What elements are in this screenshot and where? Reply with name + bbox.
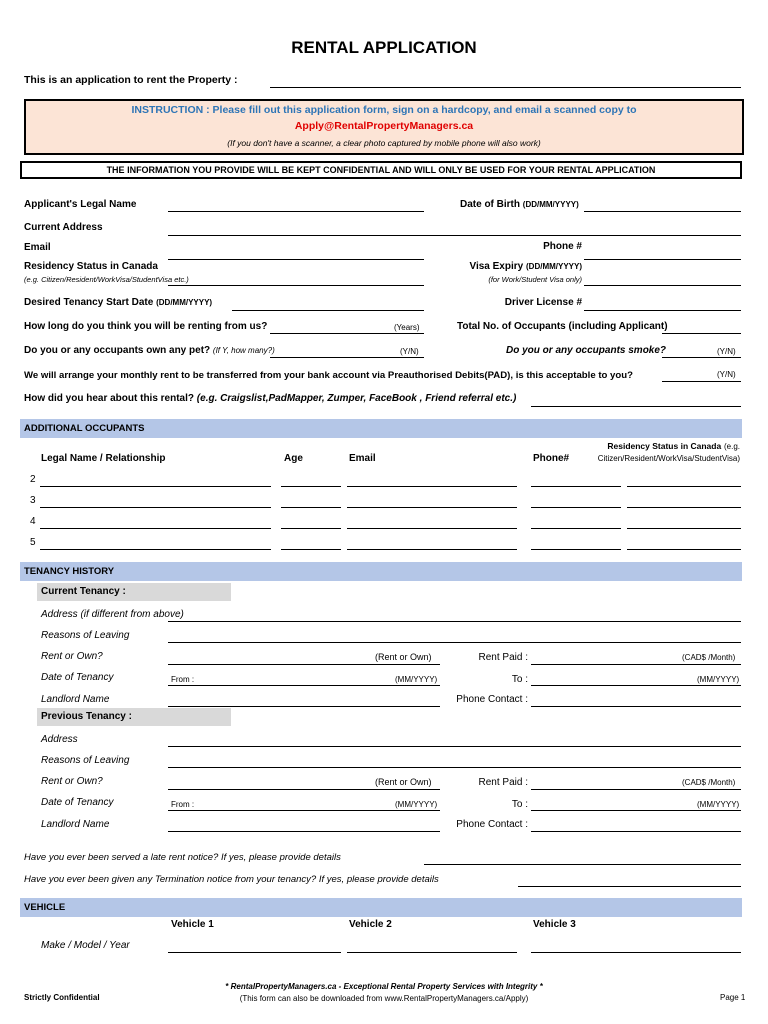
- late-notice-input[interactable]: [424, 864, 741, 865]
- current-phone-contact-input[interactable]: [531, 706, 741, 707]
- previous-phone-contact-input[interactable]: [531, 831, 741, 832]
- vehicle-2-input[interactable]: [347, 952, 517, 953]
- start-date-label: Desired Tenancy Start Date (DD/MM/YYYY): [24, 297, 213, 308]
- previous-tenancy-label: Previous Tenancy :: [41, 711, 132, 722]
- occupant-phone-input[interactable]: [531, 549, 621, 550]
- occupant-residency-input[interactable]: [627, 486, 741, 487]
- previous-address-label: Address: [41, 734, 78, 745]
- current-rent-paid-input[interactable]: [531, 664, 741, 665]
- phone-label: Phone #: [543, 241, 582, 252]
- previous-from-label: From :: [171, 800, 195, 809]
- previous-rent-own-hint: (Rent or Own): [375, 777, 432, 787]
- pet-yn: (Y/N): [400, 347, 419, 356]
- smoke-label: Do you or any occupants smoke?: [506, 345, 667, 356]
- instruction-text: INSTRUCTION : Please fill out this application form, sign on a hardcopy, and email a scanned copy to: [131, 104, 637, 116]
- occupant-name-input[interactable]: [40, 549, 271, 550]
- previous-phone-contact-label: Phone Contact :: [456, 819, 528, 830]
- current-reasons-label: Reasons of Leaving: [41, 630, 130, 641]
- occupant-residency-input[interactable]: [627, 507, 741, 508]
- how-long-unit: (Years): [394, 323, 420, 332]
- current-landlord-label: Landlord Name: [41, 694, 110, 705]
- dob-label: Date of Birth (DD/MM/YYYY): [460, 199, 579, 210]
- occupant-email-input[interactable]: [347, 486, 517, 487]
- previous-from-fmt: (MM/YYYY): [395, 800, 438, 809]
- current-rent-paid-label: Rent Paid :: [478, 652, 528, 663]
- instruction-email[interactable]: Apply@RentalPropertyManagers.ca: [294, 120, 474, 132]
- occupant-email-input[interactable]: [347, 507, 517, 508]
- hear-label: How did you hear about this rental? (e.g. Craigslist,PadMapper, Zumper, FaceBook , Friend referral etc.): [24, 393, 517, 404]
- footer-tagline: * RentalPropertyManagers.ca - Exceptional Rental Property Services with Integrity *: [225, 982, 543, 991]
- current-to-label: To :: [511, 674, 528, 685]
- vehicle-3-label: Vehicle 3: [533, 919, 576, 930]
- visa-label: Visa Expiry (DD/MM/YYYY): [469, 261, 582, 272]
- address-input[interactable]: [168, 235, 741, 236]
- previous-rent-own-input[interactable]: [168, 789, 440, 790]
- current-rent-own-label: Rent or Own?: [41, 651, 103, 662]
- row-number: 5: [30, 537, 36, 548]
- occupant-phone-input[interactable]: [531, 528, 621, 529]
- termination-input[interactable]: [518, 886, 741, 887]
- driver-input[interactable]: [584, 310, 741, 311]
- occupant-age-input[interactable]: [281, 507, 341, 508]
- hear-input[interactable]: [531, 406, 741, 407]
- how-long-label: How long do you think you will be renting from us?: [24, 321, 268, 332]
- make-model-label: Make / Model / Year: [41, 940, 130, 951]
- property-input[interactable]: [270, 87, 741, 88]
- instruction-box: [24, 99, 744, 155]
- footer-page: Page 1: [720, 993, 746, 1002]
- email-input[interactable]: [168, 259, 424, 260]
- current-from-fmt: (MM/YYYY): [395, 675, 438, 684]
- tenancy-history-header: TENANCY HISTORY: [20, 562, 742, 581]
- legal-name-label: Applicant's Legal Name: [24, 199, 137, 210]
- previous-to-label: To :: [511, 799, 528, 810]
- vehicle-3-input[interactable]: [531, 952, 741, 953]
- occupant-name-input[interactable]: [40, 507, 271, 508]
- previous-landlord-input[interactable]: [168, 831, 440, 832]
- occupants-input[interactable]: [662, 333, 741, 334]
- property-label: This is an application to rent the Property :: [24, 74, 238, 86]
- occupant-age-input[interactable]: [281, 549, 341, 550]
- email-label: Email: [24, 242, 51, 253]
- current-rent-own-input[interactable]: [168, 664, 440, 665]
- previous-landlord-label: Landlord Name: [41, 819, 110, 830]
- residency-hint: (e.g. Citizen/Resident/WorkVisa/StudentVisa etc.): [24, 275, 189, 284]
- driver-label: Driver License #: [504, 297, 582, 308]
- previous-date-label: Date of Tenancy: [41, 797, 114, 808]
- smoke-input[interactable]: [662, 357, 741, 358]
- confidential-banner: THE INFORMATION YOU PROVIDE WILL BE KEPT CONFIDENTIAL AND WILL ONLY BE USED FOR YOUR RENTAL APPLICATION: [20, 161, 742, 179]
- occupant-phone-input[interactable]: [531, 507, 621, 508]
- previous-to-fmt: (MM/YYYY): [697, 800, 740, 809]
- instruction-note: (If you don't have a scanner, a clear photo captured by mobile phone will also work): [227, 138, 541, 148]
- address-diff-label: Address (if different from above): [41, 609, 184, 620]
- col-residency: Residency Status in Canada (e.g.: [607, 441, 740, 451]
- pad-label: We will arrange your monthly rent to be transferred from your bank account via Preauthorised Debits(PAD), is this acceptable to you?: [24, 370, 633, 381]
- previous-from-input[interactable]: [168, 810, 440, 811]
- row-number: 2: [30, 474, 36, 485]
- previous-address-input[interactable]: [168, 746, 741, 747]
- occupant-age-input[interactable]: [281, 528, 341, 529]
- previous-rent-unit: (CAD$ /Month): [682, 778, 736, 787]
- current-to-input[interactable]: [531, 685, 741, 686]
- vehicle-2-label: Vehicle 2: [349, 919, 392, 930]
- previous-rent-paid-label: Rent Paid :: [478, 777, 528, 788]
- visa-hint: (for Work/Student Visa only): [488, 275, 582, 284]
- col-phone: Phone#: [533, 453, 570, 464]
- current-tenancy-label: Current Tenancy :: [41, 586, 126, 597]
- vehicle-1-input[interactable]: [168, 952, 341, 953]
- col-email: Email: [349, 453, 376, 464]
- previous-rent-paid-input[interactable]: [531, 789, 741, 790]
- previous-reasons-label: Reasons of Leaving: [41, 755, 130, 766]
- late-notice-label: Have you ever been served a late rent notice? If yes, please provide details: [24, 852, 341, 863]
- current-date-label: Date of Tenancy: [41, 672, 114, 683]
- legal-name-input[interactable]: [168, 211, 424, 212]
- vehicle-1-label: Vehicle 1: [171, 919, 214, 930]
- current-tenancy-header: [37, 583, 231, 601]
- occupant-phone-input[interactable]: [531, 486, 621, 487]
- smoke-yn: (Y/N): [717, 347, 736, 356]
- current-address-input[interactable]: [168, 621, 741, 622]
- occupant-email-input[interactable]: [347, 549, 517, 550]
- pet-input[interactable]: [270, 357, 424, 358]
- occupant-age-input[interactable]: [281, 486, 341, 487]
- occupant-email-input[interactable]: [347, 528, 517, 529]
- occupants-label: Total No. of Occupants (including Applicant): [457, 321, 668, 332]
- previous-to-input[interactable]: [531, 810, 741, 811]
- page-title: RENTAL APPLICATION: [291, 38, 477, 57]
- current-rent-unit: (CAD$ /Month): [682, 653, 736, 662]
- col-residency-hint: Citizen/Resident/WorkVisa/StudentVisa): [597, 454, 740, 463]
- current-landlord-input[interactable]: [168, 706, 440, 707]
- occupant-name-input[interactable]: [40, 528, 271, 529]
- dob-input[interactable]: [584, 211, 741, 212]
- col-age: Age: [284, 453, 303, 464]
- residency-input[interactable]: [168, 285, 424, 286]
- occupant-name-input[interactable]: [40, 486, 271, 487]
- residency-label: Residency Status in Canada: [24, 261, 158, 272]
- start-date-input[interactable]: [232, 310, 424, 311]
- current-reasons-input[interactable]: [168, 642, 741, 643]
- phone-input[interactable]: [584, 259, 741, 260]
- occupant-residency-input[interactable]: [627, 549, 741, 550]
- current-rent-own-hint: (Rent or Own): [375, 652, 432, 662]
- col-name: Legal Name / Relationship: [41, 453, 166, 464]
- visa-input[interactable]: [584, 285, 741, 286]
- pad-yn: (Y/N): [717, 370, 736, 379]
- row-number: 3: [30, 495, 36, 506]
- previous-rent-own-label: Rent or Own?: [41, 776, 103, 787]
- vehicle-header: VEHICLE: [20, 898, 742, 917]
- current-to-fmt: (MM/YYYY): [697, 675, 740, 684]
- additional-occupants-header: ADDITIONAL OCCUPANTS: [20, 419, 742, 438]
- current-phone-contact-label: Phone Contact :: [456, 694, 528, 705]
- footer-confidential: Strictly Confidential: [24, 993, 100, 1002]
- previous-tenancy-header: [37, 708, 231, 726]
- previous-reasons-input[interactable]: [168, 767, 741, 768]
- termination-label: Have you ever been given any Termination notice from your tenancy? If yes, please provide details: [24, 874, 439, 885]
- occupant-residency-input[interactable]: [627, 528, 741, 529]
- pad-input[interactable]: [662, 381, 741, 382]
- row-number: 4: [30, 516, 36, 527]
- footer-download: (This form can also be downloaded from www.RentalPropertyManagers.ca/Apply): [239, 994, 529, 1003]
- current-from-label: From :: [171, 675, 195, 684]
- address-label: Current Address: [24, 222, 103, 233]
- current-from-input[interactable]: [168, 685, 440, 686]
- how-long-input[interactable]: [270, 333, 424, 334]
- pet-label: Do you or any occupants own any pet? (If Y, how many?): [24, 345, 275, 356]
